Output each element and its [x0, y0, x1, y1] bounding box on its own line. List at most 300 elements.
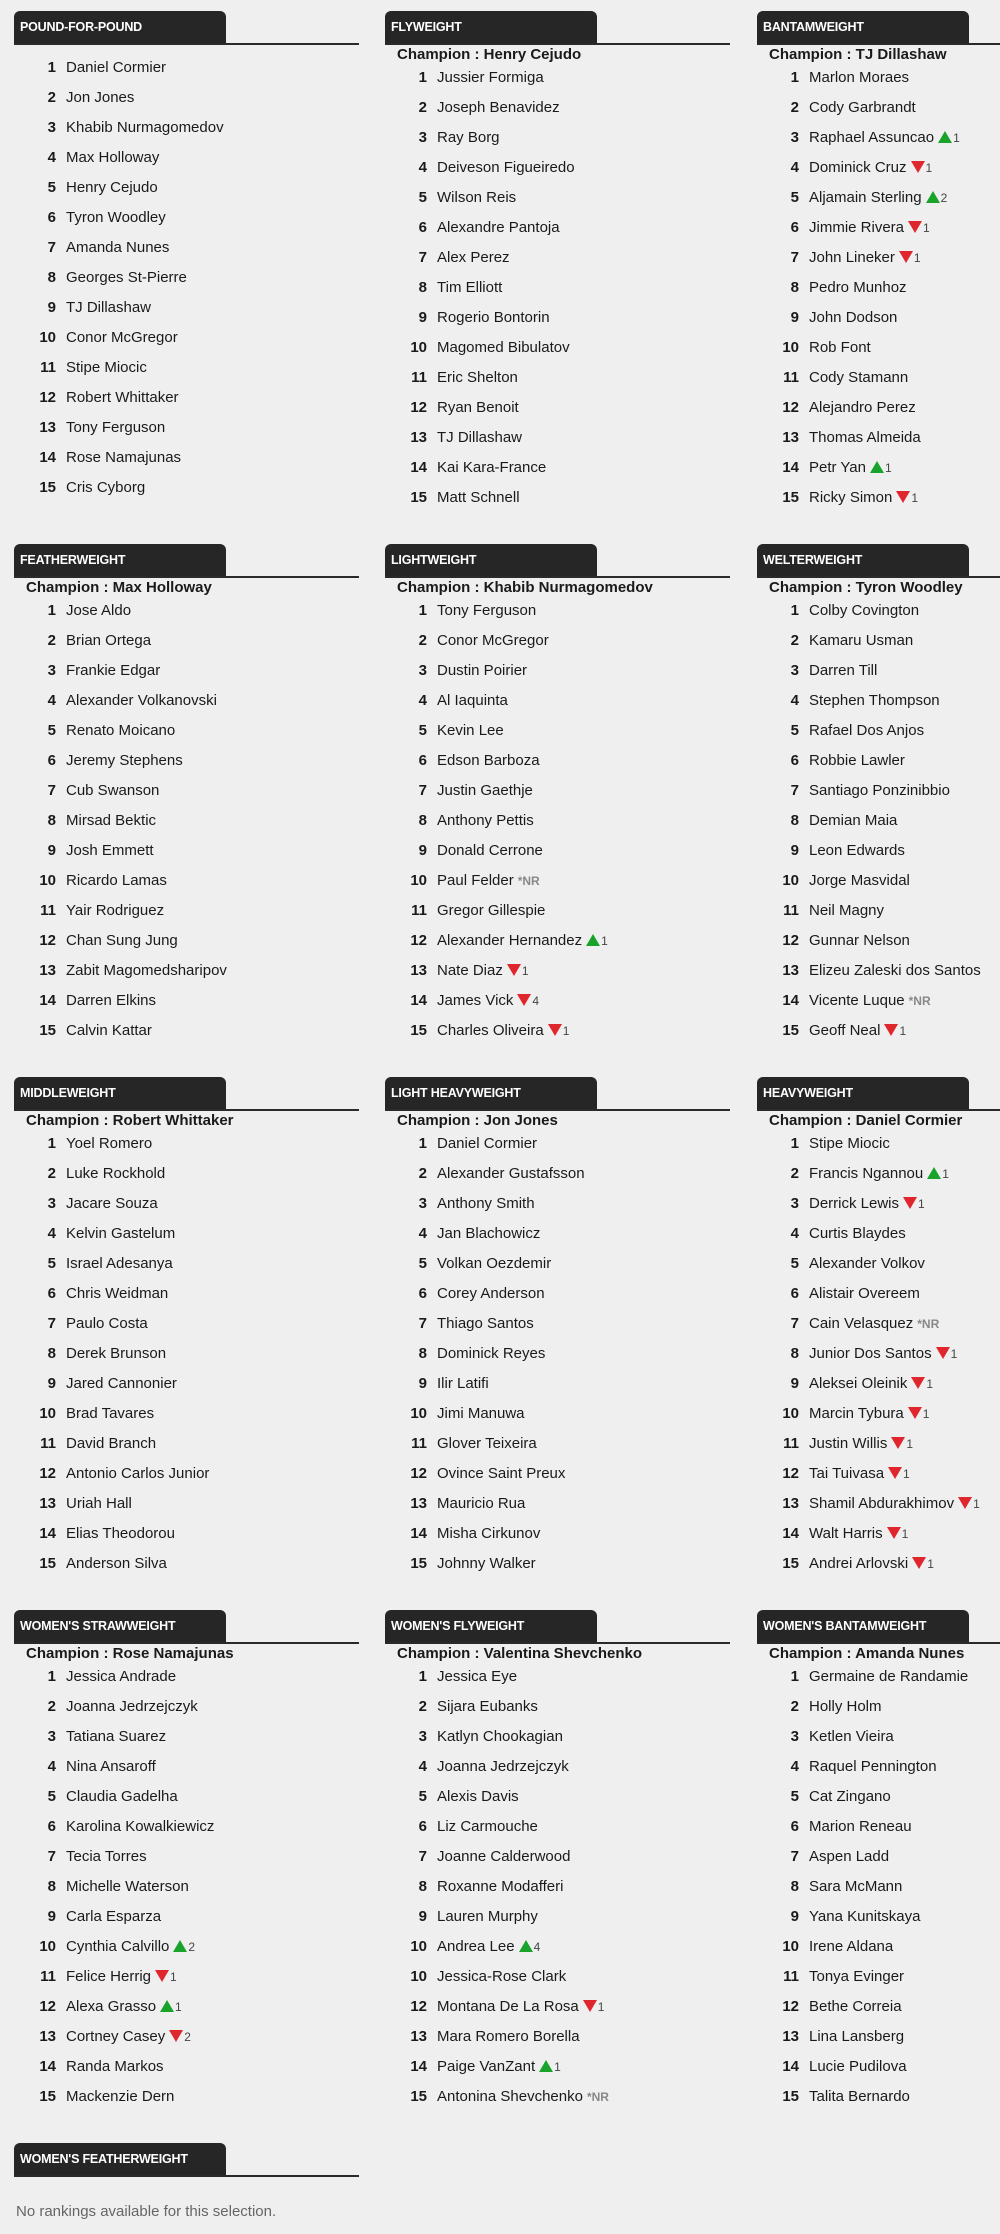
fighter-name-link[interactable]: Curtis Blaydes — [809, 1225, 906, 1242]
rank-row — [385, 626, 730, 656]
rank-number: 6 — [790, 1285, 799, 1302]
fighter-name-link[interactable]: Conor McGregor — [437, 632, 549, 649]
fighter-name-link[interactable]: Glover Teixeira — [437, 1435, 537, 1452]
fighter-name-link[interactable]: Rose Namajunas — [66, 449, 182, 466]
fighter-name-link[interactable]: Jeremy Stephens — [66, 752, 183, 769]
fighter-name-link[interactable]: TJ Dillashaw — [66, 299, 152, 316]
fighter-name-link[interactable]: Charles Oliveira — [437, 1022, 544, 1039]
fighter-name-link[interactable]: Paul Felder — [437, 872, 514, 889]
rank-number: 13 — [39, 2028, 56, 2045]
fighter-name-link[interactable]: Antonio Carlos Junior — [66, 1465, 210, 1482]
fighter-name-link[interactable]: Tonya Evinger — [809, 1968, 905, 1985]
fighter-name-link[interactable]: Tim Elliott — [437, 279, 503, 296]
rank-row — [385, 333, 730, 363]
fighter-name-link[interactable]: Chan Sung Jung — [66, 932, 178, 949]
rank-row — [385, 1549, 730, 1579]
fighter-name-link[interactable]: Karolina Kowalkiewicz — [66, 1818, 215, 1835]
rank-row — [757, 2082, 1000, 2112]
fighter-name-link[interactable]: Sara McMann — [809, 1878, 903, 1895]
fighter-name-link[interactable]: Ketlen Vieira — [809, 1728, 894, 1745]
fighter-name-link[interactable]: Magomed Bibulatov — [437, 339, 570, 356]
fighter-name-link[interactable]: John Lineker — [809, 249, 895, 266]
fighter-name-link[interactable]: Alex Perez — [437, 249, 510, 266]
rank-number: 12 — [782, 1465, 799, 1482]
rank-row — [757, 2052, 1000, 2082]
rank-row — [757, 273, 1000, 303]
rank-number: 2 — [418, 632, 427, 649]
fighter-name-link[interactable]: Rogerio Bontorin — [437, 309, 550, 326]
rank-row — [385, 1722, 730, 1752]
fighter-name-link[interactable]: Aljamain Sterling — [809, 189, 922, 206]
rank-number: 3 — [418, 1728, 427, 1745]
fighter-name-link[interactable]: Ricky Simon — [809, 489, 893, 506]
fighter-name-link[interactable]: Yoel Romero — [66, 1135, 153, 1152]
fighter-name-link[interactable]: Marion Reneau — [809, 1818, 912, 1835]
rank-number: 11 — [783, 902, 799, 919]
fighter-name-link[interactable]: Johnny Walker — [437, 1555, 536, 1572]
rank-row — [757, 303, 1000, 333]
rank-row — [14, 1459, 359, 1489]
fighter-name-link[interactable]: Ricardo Lamas — [66, 872, 167, 889]
rank-number: 3 — [790, 662, 799, 679]
fighter-name-link[interactable]: Holly Holm — [809, 1698, 882, 1715]
fighter-name-link[interactable]: Daniel Cormier — [66, 59, 167, 76]
fighter-name-link[interactable]: Brad Tavares — [66, 1405, 155, 1422]
fighter-name-link[interactable]: Thiago Santos — [437, 1315, 534, 1332]
fighter-name-link[interactable]: Cody Garbrandt — [809, 99, 916, 116]
fighter-name-link[interactable]: Dustin Poirier — [437, 662, 528, 679]
fighter-name-link[interactable]: Germaine de Randamie — [809, 1668, 969, 1685]
rank-number: 2 — [790, 1698, 799, 1715]
fighter-name-link[interactable]: Irene Aldana — [809, 1938, 894, 1955]
fighter-name-link[interactable]: Jussier Formiga — [437, 69, 544, 86]
fighter-name-link[interactable]: Matt Schnell — [437, 489, 520, 506]
fighter-name-link[interactable]: Cain Velasquez — [809, 1315, 914, 1332]
division-pound-for-pound — [14, 11, 359, 503]
fighter-name-link[interactable]: Ray Borg — [437, 129, 500, 146]
division-header — [757, 1610, 1000, 1644]
fighter-name-link[interactable]: Aleksei Oleinik — [809, 1375, 908, 1392]
fighter-name-link[interactable]: Demian Maia — [809, 812, 898, 829]
fighter-name-link[interactable]: Calvin Kattar — [66, 1022, 152, 1039]
fighter-name-link[interactable]: Roxanne Modafferi — [437, 1878, 564, 1895]
rank-row — [14, 1016, 359, 1046]
fighter-name-link[interactable]: Geoff Neal — [809, 1022, 881, 1039]
fighter-name-link[interactable]: Darren Elkins — [66, 992, 157, 1009]
fighter-name-link[interactable]: Khabib Nurmagomedov — [66, 119, 224, 136]
fighter-name-link[interactable]: Kevin Lee — [437, 722, 504, 739]
rank-number: 12 — [782, 399, 799, 416]
fighter-name-link[interactable]: Montana De La Rosa — [437, 1998, 579, 2015]
movement-amount: 2 — [940, 191, 948, 205]
fighter-name-link[interactable]: James Vick — [437, 992, 514, 1009]
rank-number: 8 — [790, 1345, 799, 1362]
fighter-name-link[interactable]: Ilir Latifi — [437, 1375, 489, 1392]
rank-number: 5 — [47, 179, 56, 196]
fighter-name-link[interactable]: Mauricio Rua — [437, 1495, 526, 1512]
fighter-name-link[interactable]: Cub Swanson — [66, 782, 160, 799]
rank-row — [14, 866, 359, 896]
fighter-name-link[interactable]: Darren Till — [809, 662, 878, 679]
champion-label[interactable]: Champion : Daniel Cormier — [769, 1112, 963, 1129]
fighter-name-link[interactable]: Neil Magny — [809, 902, 885, 919]
fighter-name-link[interactable]: Randa Markos — [66, 2058, 164, 2075]
fighter-name-link[interactable]: Joseph Benavidez — [437, 99, 560, 116]
rank-number: 4 — [418, 1225, 427, 1242]
division-tab[interactable]: WOMEN'S STRAWWEIGHT — [14, 1610, 226, 1642]
fighter-name-link[interactable]: Stipe Miocic — [66, 359, 147, 376]
fighter-name-link[interactable]: Francis Ngannou — [809, 1165, 924, 1182]
fighter-name-link[interactable]: Paulo Costa — [66, 1315, 148, 1332]
fighter-name-link[interactable]: Nina Ansaroff — [66, 1758, 156, 1775]
fighter-name-link[interactable]: Alexis Davis — [437, 1788, 519, 1805]
rank-row — [14, 1812, 359, 1842]
fighter-name-link[interactable]: Kelvin Gastelum — [66, 1225, 176, 1242]
fighter-name-link[interactable]: Alexander Volkov — [809, 1255, 925, 1272]
rank-number: 4 — [47, 1758, 56, 1775]
arrow-up-icon — [173, 1940, 187, 1952]
division-header — [757, 11, 1000, 45]
fighter-name-link[interactable]: Joanne Calderwood — [437, 1848, 571, 1865]
fighter-name-link[interactable]: Joanna Jedrzejczyk — [66, 1698, 198, 1715]
fighter-name-link[interactable]: Marcin Tybura — [809, 1405, 904, 1422]
fighter-name-link[interactable]: Jimi Manuwa — [437, 1405, 525, 1422]
champion-label[interactable]: Champion : Henry Cejudo — [397, 46, 582, 63]
fighter-name-link[interactable]: Gregor Gillespie — [437, 902, 546, 919]
rank-row — [14, 1129, 359, 1159]
fighter-name-link[interactable]: Santiago Ponzinibbio — [809, 782, 950, 799]
fighter-name-link[interactable]: Tecia Torres — [66, 1848, 147, 1865]
fighter-name-link[interactable]: Jacare Souza — [66, 1195, 158, 1212]
rank-number: 13 — [39, 1495, 56, 1512]
fighter-name-link[interactable]: Rafael Dos Anjos — [809, 722, 925, 739]
movement-amount: 1 — [922, 1407, 930, 1421]
rank-movement — [887, 1519, 909, 1549]
rank-row — [14, 1722, 359, 1752]
rank-number: 3 — [790, 129, 799, 146]
fighter-name-link[interactable]: Jessica Andrade — [66, 1668, 177, 1685]
fighter-name-link[interactable]: Jose Aldo — [66, 602, 132, 619]
fighter-name-link[interactable]: Raquel Pennington — [809, 1758, 937, 1775]
rank-row — [385, 596, 730, 626]
fighter-name-link[interactable]: Justin Willis — [809, 1435, 888, 1452]
rank-number: 9 — [790, 1375, 799, 1392]
fighter-name-link[interactable]: Stephen Thompson — [809, 692, 940, 709]
fighter-name-link[interactable]: Shamil Abdurakhimov — [809, 1495, 955, 1512]
rank-number: 15 — [39, 1555, 56, 1572]
division-tab[interactable]: FEATHERWEIGHT — [14, 544, 226, 576]
rank-number: 8 — [47, 1345, 56, 1362]
division-tab[interactable]: FLYWEIGHT — [385, 11, 597, 43]
fighter-name-link[interactable]: Josh Emmett — [66, 842, 154, 859]
fighter-name-link[interactable]: Alexander Gustafsson — [437, 1165, 585, 1182]
movement-amount: 1 — [903, 1467, 910, 1481]
rank-number: 14 — [410, 992, 427, 1009]
rank-movement — [938, 123, 960, 153]
rank-number: 14 — [39, 449, 56, 466]
division-tab[interactable]: LIGHTWEIGHT — [385, 544, 597, 576]
rank-number: 2 — [47, 89, 56, 106]
champion-label[interactable]: Champion : Rose Namajunas — [26, 1645, 234, 1662]
fighter-name-link[interactable]: Carla Esparza — [66, 1908, 162, 1925]
fighter-name-link[interactable]: Mirsad Bektic — [66, 812, 157, 829]
fighter-name-link[interactable]: Liz Carmouche — [437, 1818, 538, 1835]
division-women-s-bantamweight — [757, 1610, 1000, 2112]
champion-label[interactable]: Champion : Tyron Woodley — [769, 579, 963, 596]
fighter-name-link[interactable]: Kai Kara-France — [437, 459, 547, 476]
fighter-name-link[interactable]: Felice Herrig — [66, 1968, 152, 1985]
rank-row — [14, 83, 359, 113]
arrow-down-icon — [155, 1970, 169, 1982]
fighter-name-link[interactable]: Renato Moicano — [66, 722, 176, 739]
fighter-name-link[interactable]: Edson Barboza — [437, 752, 540, 769]
fighter-name-link[interactable]: Tyron Woodley — [66, 209, 166, 226]
division-tab[interactable]: HEAVYWEIGHT — [757, 1077, 969, 1109]
fighter-name-link[interactable]: Georges St-Pierre — [66, 269, 187, 286]
fighter-name-link[interactable]: Lina Lansberg — [809, 2028, 905, 2045]
rank-row — [14, 686, 359, 716]
fighter-name-link[interactable]: Amanda Nunes — [66, 239, 170, 256]
fighter-name-link[interactable]: Mackenzie Dern — [66, 2088, 175, 2105]
rank-number: 1 — [418, 602, 427, 619]
division-tab[interactable]: MIDDLEWEIGHT — [14, 1077, 226, 1109]
fighter-name-link[interactable]: Tony Ferguson — [66, 419, 166, 436]
division-tab[interactable]: LIGHT HEAVYWEIGHT — [385, 1077, 597, 1109]
fighter-name-link[interactable]: Marlon Moraes — [809, 69, 910, 86]
rank-number: 8 — [418, 1878, 427, 1895]
champion-label[interactable]: Champion : Max Holloway — [26, 579, 212, 596]
fighter-name-link[interactable]: Anthony Smith — [437, 1195, 535, 1212]
fighter-name-link[interactable]: Corey Anderson — [437, 1285, 545, 1302]
fighter-name-link[interactable]: Tony Ferguson — [437, 602, 537, 619]
rank-number: 12 — [410, 399, 427, 416]
rank-number: 8 — [418, 279, 427, 296]
rank-number: 5 — [418, 189, 427, 206]
division-tab[interactable]: WELTERWEIGHT — [757, 544, 969, 576]
fighter-name-link[interactable]: Donald Cerrone — [437, 842, 543, 859]
fighter-name-link[interactable]: Alexander Volkanovski — [66, 692, 217, 709]
champion-label[interactable]: Champion : TJ Dillashaw — [769, 46, 947, 63]
fighter-name-link[interactable]: Nate Diaz — [437, 962, 503, 979]
fighter-name-link[interactable]: Brian Ortega — [66, 632, 152, 649]
fighter-name-link[interactable]: Ryan Benoit — [437, 399, 519, 416]
fighter-name-link[interactable]: Robbie Lawler — [809, 752, 905, 769]
rank-number: 9 — [790, 309, 799, 326]
fighter-name-link[interactable]: Claudia Gadelha — [66, 1788, 178, 1805]
fighter-name-link[interactable]: Deiveson Figueiredo — [437, 159, 575, 176]
fighter-name-link[interactable]: Zabit Magomedsharipov — [66, 962, 227, 979]
fighter-name-link[interactable]: Kamaru Usman — [809, 632, 914, 649]
rank-number: 2 — [790, 1165, 799, 1182]
fighter-name-link[interactable]: Michelle Waterson — [66, 1878, 189, 1895]
fighter-name-link[interactable]: Robert Whittaker — [66, 389, 179, 406]
rank-row — [757, 986, 1000, 1016]
fighter-name-link[interactable]: Andrei Arlovski — [809, 1555, 909, 1572]
fighter-name-link[interactable]: Alexander Hernandez — [437, 932, 583, 949]
fighter-name-link[interactable]: Justin Gaethje — [437, 782, 533, 799]
fighter-name-link[interactable]: Alexa Grasso — [66, 1998, 157, 2015]
fighter-name-link[interactable]: Jimmie Rivera — [809, 219, 905, 236]
fighter-name-link[interactable]: Derrick Lewis — [809, 1195, 900, 1212]
fighter-name-link[interactable]: Alejandro Perez — [809, 399, 916, 416]
rank-number: 1 — [418, 69, 427, 86]
fighter-name-link[interactable]: Elizeu Zaleski dos Santos — [809, 962, 981, 979]
rank-number: 9 — [790, 842, 799, 859]
fighter-name-link[interactable]: Jessica Eye — [437, 1668, 518, 1685]
fighter-name-link[interactable]: Ovince Saint Preux — [437, 1465, 566, 1482]
fighter-name-link[interactable]: Tai Tuivasa — [809, 1465, 885, 1482]
fighter-name-link[interactable]: Derek Brunson — [66, 1345, 167, 1362]
rank-number: 1 — [790, 1668, 799, 1685]
rank-row — [757, 1932, 1000, 1962]
rankings-list — [14, 1129, 359, 1579]
rank-number: 7 — [790, 1848, 799, 1865]
rank-number: 4 — [790, 159, 799, 176]
fighter-name-link[interactable]: Pedro Munhoz — [809, 279, 907, 296]
fighter-name-link[interactable]: Walt Harris — [809, 1525, 883, 1542]
movement-amount: 1 — [521, 964, 529, 978]
champion-label[interactable]: Champion : Robert Whittaker — [26, 1112, 234, 1129]
division-header — [757, 544, 1000, 578]
rank-row — [757, 1399, 1000, 1429]
division-tab[interactable]: WOMEN'S FEATHERWEIGHT — [14, 2143, 226, 2175]
fighter-name-link[interactable]: Conor McGregor — [66, 329, 178, 346]
division-tab[interactable]: WOMEN'S BANTAMWEIGHT — [757, 1610, 969, 1642]
rank-number: 11 — [411, 1435, 427, 1452]
fighter-name-link[interactable]: Jessica-Rose Clark — [437, 1968, 567, 1985]
rank-row — [385, 1339, 730, 1369]
fighter-name-link[interactable]: Cris Cyborg — [66, 479, 146, 496]
fighter-name-link[interactable]: Raphael Assuncao — [809, 129, 935, 146]
fighter-name-link[interactable]: Junior Dos Santos — [809, 1345, 932, 1362]
champion-label[interactable]: Champion : Khabib Nurmagomedov — [397, 579, 653, 596]
fighter-name-link[interactable]: Israel Adesanya — [66, 1255, 173, 1272]
rank-number: 13 — [782, 1495, 799, 1512]
fighter-name-link[interactable]: Mara Romero Borella — [437, 2028, 580, 2045]
fighter-name-link[interactable]: Alexandre Pantoja — [437, 219, 560, 236]
fighter-name-link[interactable]: Leon Edwards — [809, 842, 905, 859]
arrow-down-icon — [583, 2000, 597, 2012]
fighter-name-link[interactable]: Vicente Luque — [809, 992, 905, 1009]
fighter-name-link[interactable]: Wilson Reis — [437, 189, 517, 206]
rank-row — [385, 866, 730, 896]
fighter-name-link[interactable]: Joanna Jedrzejczyk — [437, 1758, 569, 1775]
fighter-name-link[interactable]: Lauren Murphy — [437, 1908, 538, 1925]
rank-number: 13 — [39, 419, 56, 436]
rank-movement — [911, 1369, 933, 1399]
champion-label[interactable]: Champion : Amanda Nunes — [769, 1645, 965, 1662]
fighter-name-link[interactable]: Frankie Edgar — [66, 662, 161, 679]
rank-number: 7 — [418, 1848, 427, 1865]
fighter-name-link[interactable]: Thomas Almeida — [809, 429, 921, 446]
rank-number: 11 — [783, 1435, 799, 1452]
fighter-name-link[interactable]: Andrea Lee — [437, 1938, 515, 1955]
rank-movement — [870, 453, 892, 483]
fighter-name-link[interactable]: Cody Stamann — [809, 369, 909, 386]
fighter-name-link[interactable]: Colby Covington — [809, 602, 920, 619]
division-tab[interactable]: POUND-FOR-POUND — [14, 11, 226, 43]
rank-row — [385, 1692, 730, 1722]
rank-number: 13 — [782, 962, 799, 979]
fighter-name-link[interactable]: Misha Cirkunov — [437, 1525, 541, 1542]
rank-row — [14, 1549, 359, 1579]
fighter-name-link[interactable]: Anderson Silva — [66, 1555, 167, 1572]
fighter-name-link[interactable]: Sijara Eubanks — [437, 1698, 538, 1715]
fighter-name-link[interactable]: Uriah Hall — [66, 1495, 132, 1512]
rank-row — [385, 716, 730, 746]
champion-label[interactable]: Champion : Valentina Shevchenko — [397, 1645, 643, 1662]
rank-number: 5 — [47, 1255, 56, 1272]
fighter-name-link[interactable]: Al Iaquinta — [437, 692, 508, 709]
rank-row — [385, 1459, 730, 1489]
rank-row — [14, 1339, 359, 1369]
rank-number: 6 — [790, 1818, 799, 1835]
fighter-name-link[interactable]: Aspen Ladd — [809, 1848, 890, 1865]
rank-row — [757, 423, 1000, 453]
champion-label[interactable]: Champion : Jon Jones — [397, 1112, 558, 1129]
fighter-name-link[interactable]: Anthony Pettis — [437, 812, 534, 829]
division-tab[interactable]: BANTAMWEIGHT — [757, 11, 969, 43]
fighter-name-link[interactable]: Lucie Pudilova — [809, 2058, 907, 2075]
fighter-name-link[interactable]: Cat Zingano — [809, 1788, 891, 1805]
fighter-name-link[interactable]: John Dodson — [809, 309, 898, 326]
fighter-name-link[interactable]: Alistair Overeem — [809, 1285, 920, 1302]
rank-number: 14 — [410, 459, 427, 476]
fighter-name-link[interactable]: Talita Bernardo — [809, 2088, 910, 2105]
fighter-name-link[interactable]: Gunnar Nelson — [809, 932, 910, 949]
fighter-name-link[interactable]: Eric Shelton — [437, 369, 518, 386]
fighter-name-link[interactable]: Dominick Reyes — [437, 1345, 546, 1362]
fighter-name-link[interactable]: Max Holloway — [66, 149, 160, 166]
fighter-name-link[interactable]: Rob Font — [809, 339, 871, 356]
fighter-name-link[interactable]: Yair Rodriguez — [66, 902, 165, 919]
fighter-name-link[interactable]: Yana Kunitskaya — [809, 1908, 921, 1925]
fighter-name-link[interactable]: Cynthia Calvillo — [66, 1938, 170, 1955]
fighter-name-link[interactable]: Paige VanZant — [437, 2058, 536, 2075]
rank-row — [14, 413, 359, 443]
fighter-name-link[interactable]: Jan Blachowicz — [437, 1225, 541, 1242]
fighter-name-link[interactable]: Dominick Cruz — [809, 159, 907, 176]
rank-number: 14 — [39, 2058, 56, 2075]
rank-number: 15 — [782, 1555, 799, 1572]
fighter-name-link[interactable]: Petr Yan — [809, 459, 866, 476]
rank-movement — [517, 986, 539, 1016]
division-tab[interactable]: WOMEN'S FLYWEIGHT — [385, 1610, 597, 1642]
fighter-name-link[interactable]: Jorge Masvidal — [809, 872, 910, 889]
fighter-name-link[interactable]: Luke Rockhold — [66, 1165, 166, 1182]
fighter-name-link[interactable]: Bethe Correia — [809, 1998, 902, 2015]
fighter-name-link[interactable]: David Branch — [66, 1435, 157, 1452]
rank-number: 4 — [418, 159, 427, 176]
fighter-name-link[interactable]: Cortney Casey — [66, 2028, 166, 2045]
fighter-name-link[interactable]: Stipe Miocic — [809, 1135, 890, 1152]
fighter-name-link[interactable]: Chris Weidman — [66, 1285, 169, 1302]
fighter-name-link[interactable]: Antonina Shevchenko — [437, 2088, 583, 2105]
rank-number: 2 — [418, 1165, 427, 1182]
division-heavyweight — [757, 1077, 1000, 1579]
rank-number: 9 — [47, 299, 56, 316]
fighter-name-link[interactable]: TJ Dillashaw — [437, 429, 523, 446]
fighter-name-link[interactable]: Katlyn Chookagian — [437, 1728, 563, 1745]
fighter-name-link[interactable]: Tatiana Suarez — [66, 1728, 167, 1745]
fighter-name-link[interactable]: Elias Theodorou — [66, 1525, 175, 1542]
fighter-name-link[interactable]: Jared Cannonier — [66, 1375, 177, 1392]
fighter-name-link[interactable]: Henry Cejudo — [66, 179, 158, 196]
fighter-name-link[interactable]: Volkan Oezdemir — [437, 1255, 552, 1272]
rank-number: 10 — [39, 329, 56, 346]
fighter-name-link[interactable]: Jon Jones — [66, 89, 135, 106]
fighter-name-link[interactable]: Daniel Cormier — [437, 1135, 538, 1152]
